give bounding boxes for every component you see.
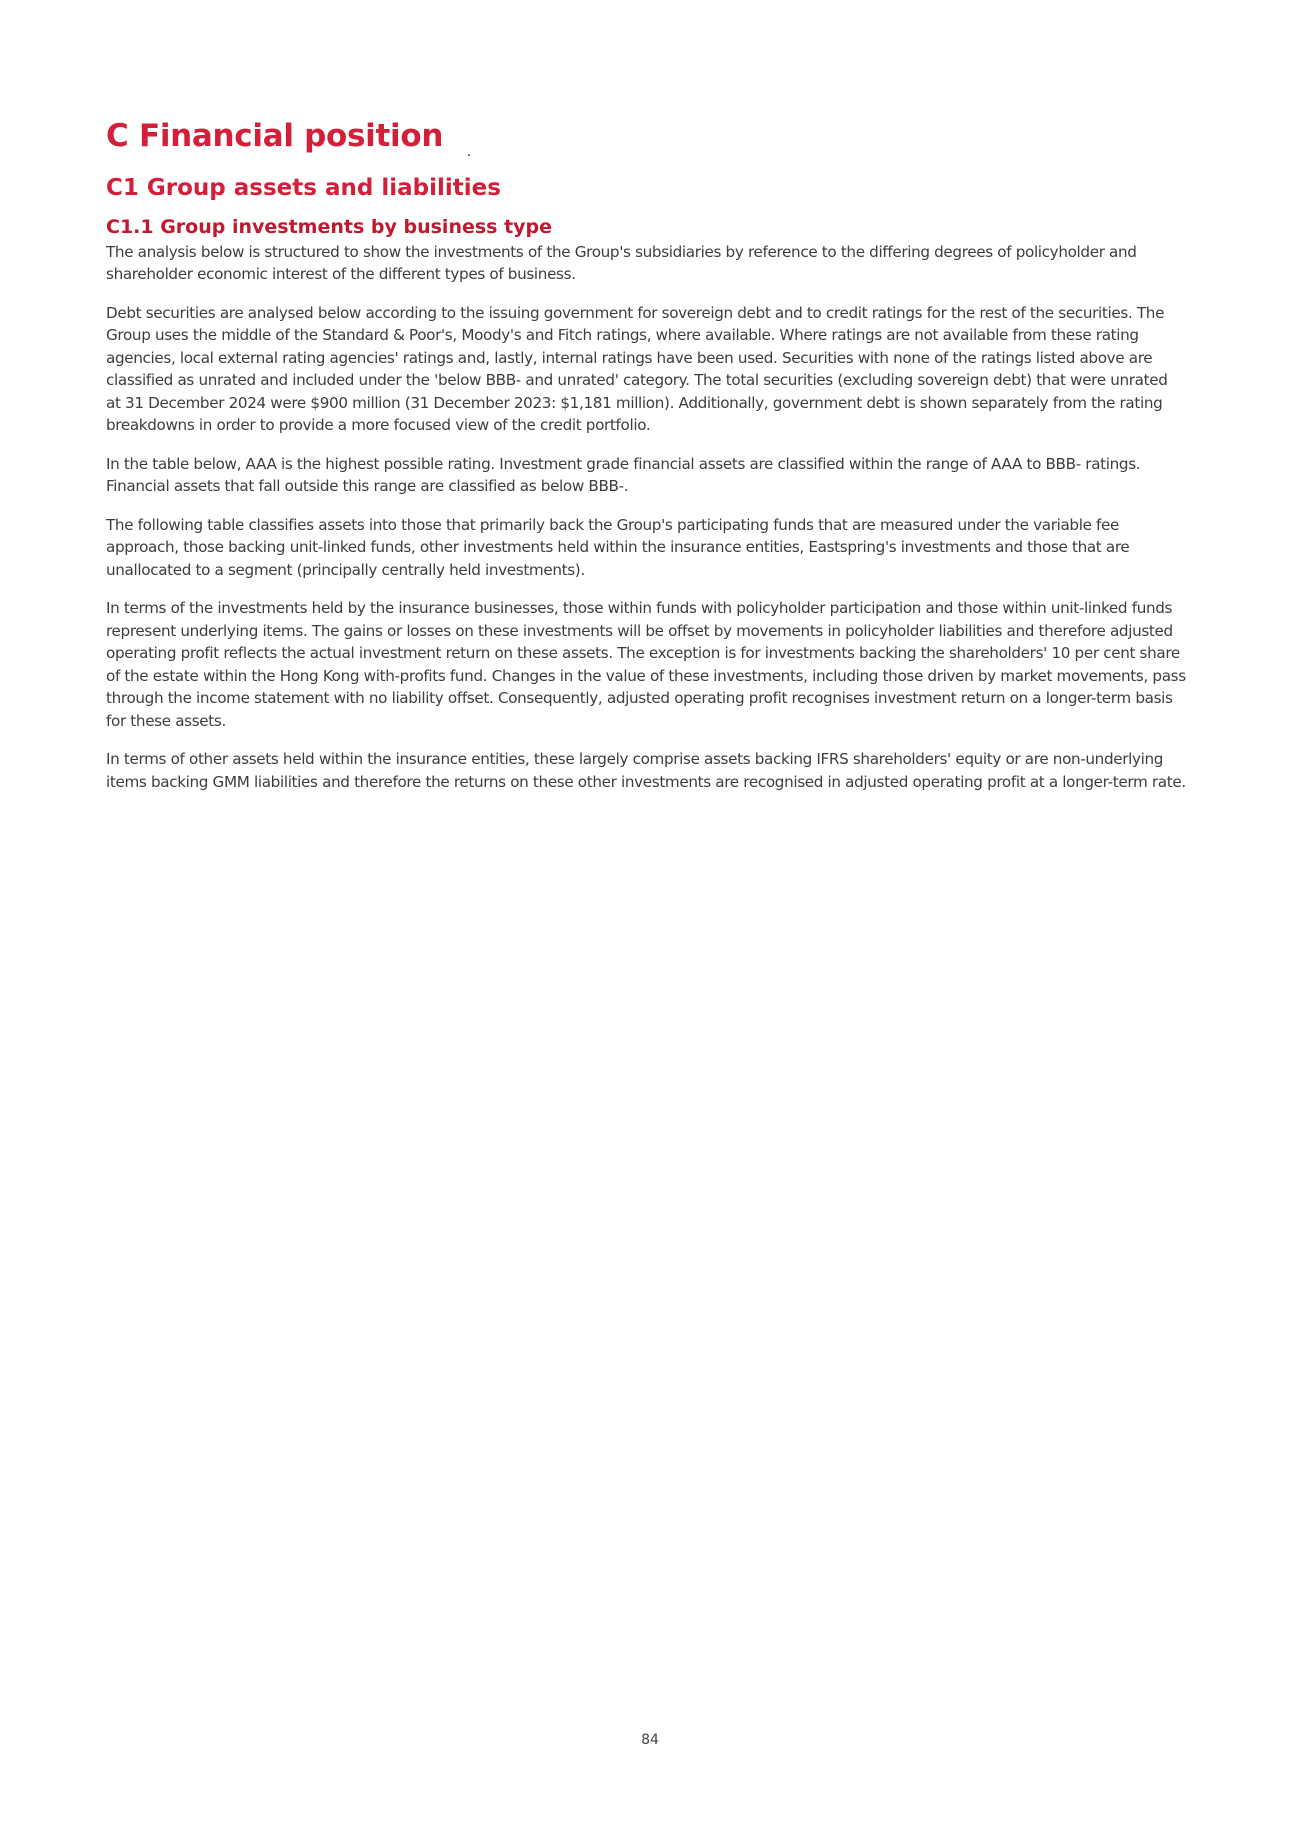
page-number: 84: [641, 1732, 659, 1748]
subsection-heading: C1 Group assets and liabilities: [106, 175, 501, 202]
paragraph-other-assets: In terms of other assets held within the insurance entities, these largely comprise assets backing IFRS shareholders' equity or are non-underlying items backing GMM liabilities and therefore the returns on these other investments are recognised in adjusted operating profit at a longer-term rate.: [106, 750, 1186, 791]
subsubsection-heading: C1.1 Group investments by business type: [106, 215, 553, 238]
page-content: [106, 118, 1186, 809]
paragraph-rating-scale: In the table below, AAA is the highest possible rating. Investment grade financial assets are classified within the range of AAA to BBB- ratings. Financial assets that fall outside this range are classified as below BBB-.: [106, 454, 1141, 496]
paragraph-insurance-investments: In terms of the investments held by the insurance businesses, those within funds with policyholder participation and those within unit-linked funds represent underlying items. The gains or losses on these investments will be offset by movements in policyholder liabilities and therefore adjusted operating profit reflects the actual investment return on these assets. The exception is for investments backing the shareholders' 10 per cent share of the estate within the Hong Kong with-profits fund. Changes in the value of these investments, including those driven by market movements, pass through the income statement with no liability offset. Consequently, adjusted operating profit recognises investment return on a longer-term basis for these assets.: [106, 599, 1186, 730]
paragraph-debt-securities: Debt securities are analysed below according to the issuing government for sovereign debt and to credit ratings for the rest of the securities. The Group uses the middle of the Standard & Poor's, Moody's and Fitch ratings, where available. Where ratings are not available from these rating agencies, local external rating agencies' ratings and, lastly, internal ratings have been used. Securities with none of the ratings listed above are classified as unrated and included under the 'below BBB- and unrated' category. The total securities (excluding sovereign debt) that were unrated at 31 December 2024 were $900 million (31 December 2023: $1,181 million). Additionally, government debt is shown separately from the rating breakdowns in order to provide a more focused view of the credit portfolio.: [106, 303, 1168, 435]
paragraph-asset-classification: The following table classifies assets into those that primarily back the Group's participating funds that are measured under the variable fee approach, those backing unit-linked funds, other investments held within the insurance entities, Eastspring's investments and those that are unallocated to a segment (principally centrally held investments).: [106, 515, 1130, 579]
section-heading: C Financial position: [106, 118, 444, 154]
paragraph-analysis-intro: The analysis below is structured to show the investments of the Group's subsidiaries by reference to the differing degrees of policyholder and shareholder economic interest of the different types of business.: [106, 242, 1137, 284]
